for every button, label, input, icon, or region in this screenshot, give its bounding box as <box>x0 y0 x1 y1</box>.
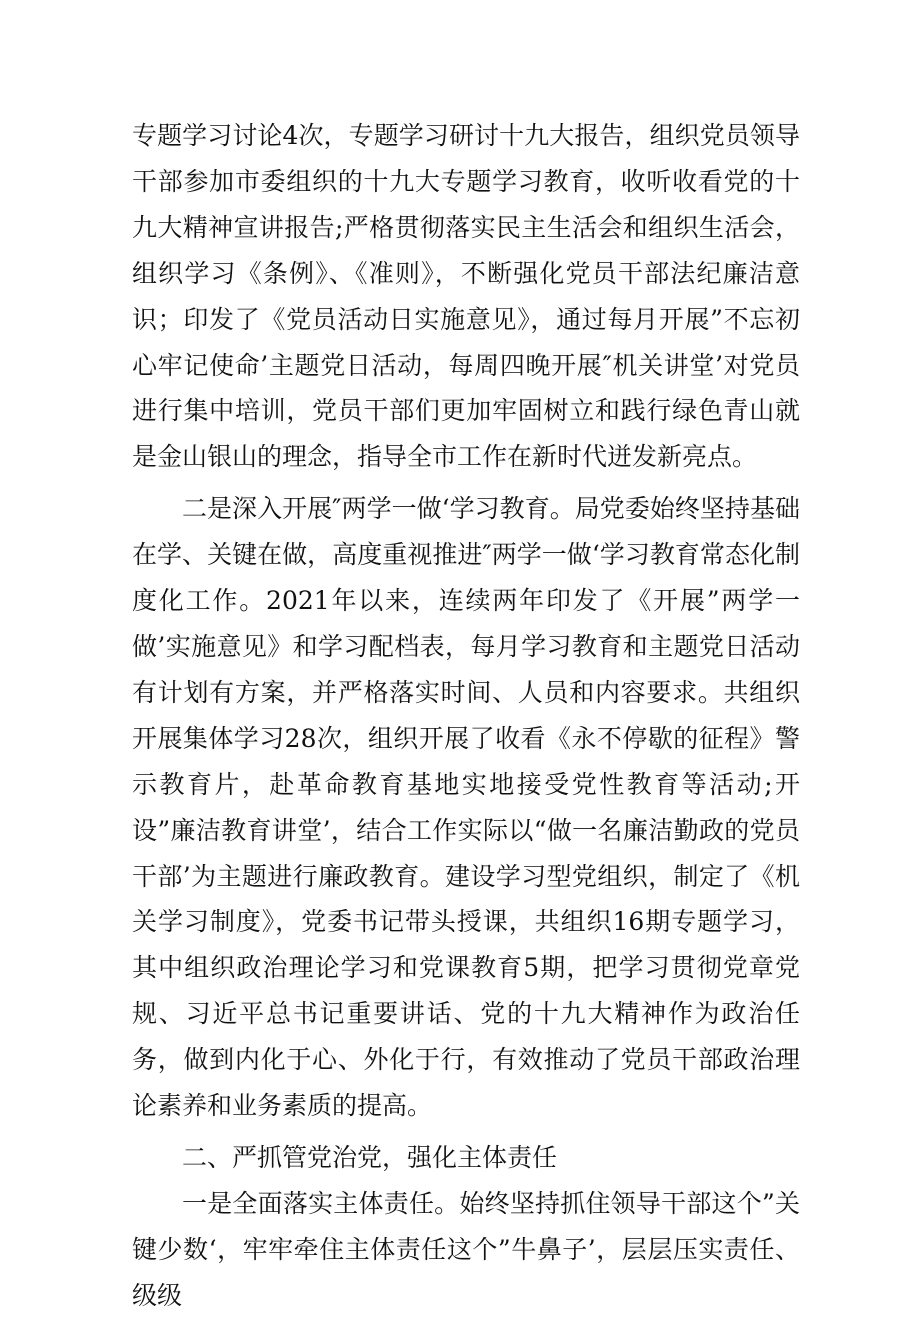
paragraph-2: 二是深入开展″两学一做‘学习教育。局党委始终坚持基础在学、关键在做，高度重视推进″两学一做‘学习教育常态化制度化工作。2021年以来，连续两年印发了《开展”两学一做’实施意见》和学习配档表，每月学习教育和主题党日活动有计划有方案，并严格落实时间、人员和内容要求。共组织开展集体学习28次，组织开展了收看《永不停歇的征程》警示教育片，赴革命教育基地实地接受党性教育等活动;开设”廉洁教育讲堂’，结合工作实际以“做一名廉洁勤政的党员干部’为主题进行廉政教育。建设学习型党组织，制定了《机关学习制度》，党委书记带头授课，共组织16期专题学习，其中组织政治理论学习和党课教育5期，把学习贯彻党章党规、习近平总书记重要讲话、党的十九大精神作为政治任务，做到内化于心、外化于行，有效推动了党员干部政治理论素养和业务素质的提高。 <box>132 494 800 1121</box>
paragraph-1: 专题学习讨论4次，专题学习研讨十九大报告，组织党员领导干部参加市委组织的十九大专题学习教育，收听收看党的十九大精神宣讲报告;严格贯彻落实民主生活会和组织生活会，组织学习《条例》、《准则》，不断强化党员干部法纪廉洁意识；印发了《党员活动日实施意见》，通过每月开展”不忘初心牢记使命’主题党日活动，每周四晚开展″机关讲堂’对党员进行集中培训，党员干部们更加牢固树立和践行绿色青山就是金山银山的理念，指导全市工作在新时代迸发新亮点。 <box>132 121 800 472</box>
document-body <box>132 113 800 1319</box>
section-heading: 二、严抓管党治党，强化主体责任 <box>182 1142 558 1172</box>
paragraph-3: 一是全面落实主体责任。始终坚持抓住领导干部这个”关键少数‘，牢牢牵住主体责任这个”牛鼻子’，层层压实责任、级级 <box>132 1188 800 1310</box>
